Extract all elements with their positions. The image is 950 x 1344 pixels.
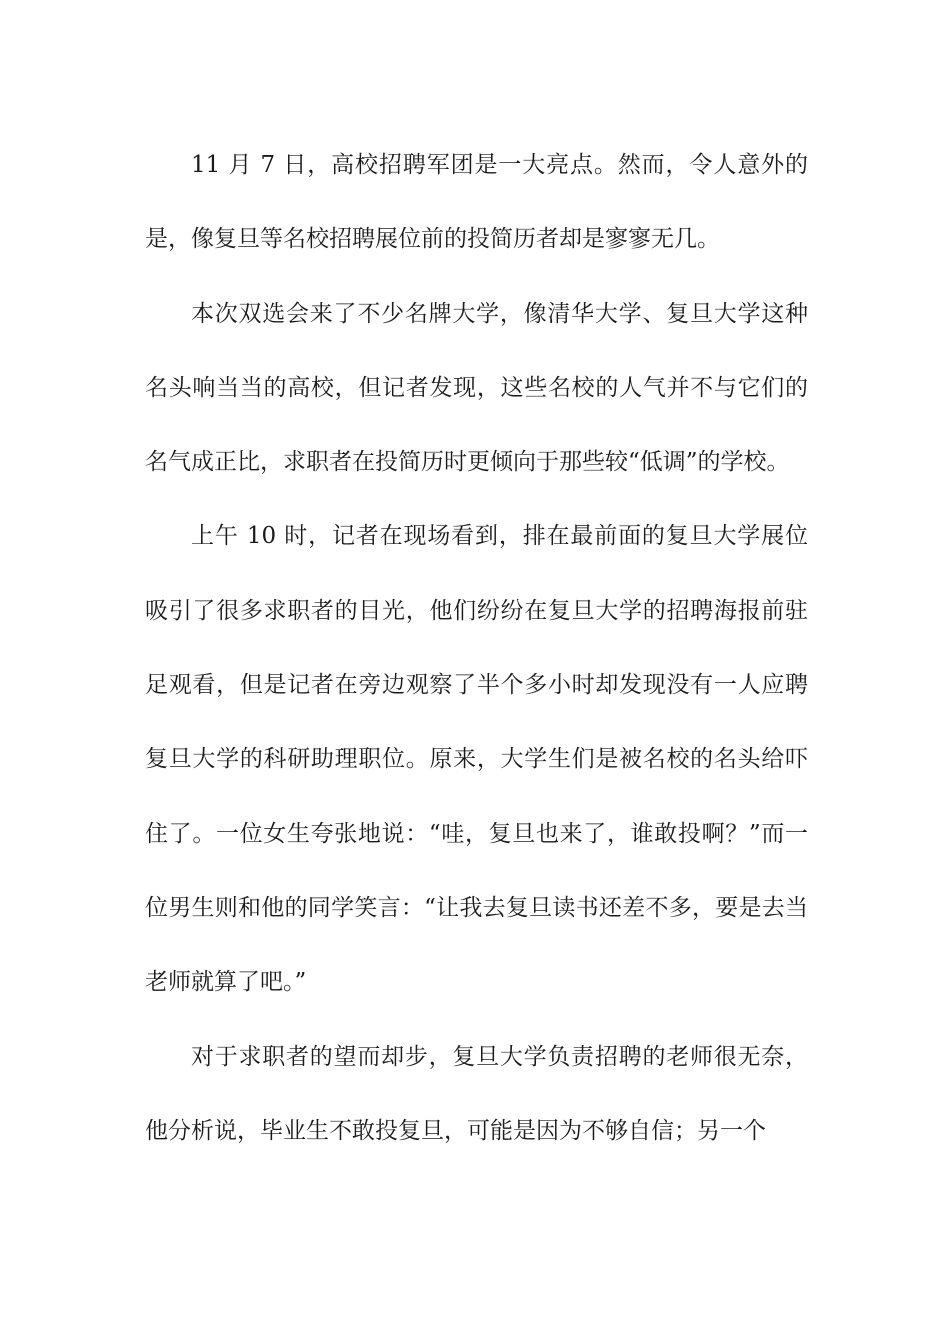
paragraph-4: 对于求职者的望而却步，复旦大学负责招聘的老师很无奈，他分析说，毕业生不敢投复旦，可能是因为不够自信；另一个 [145, 1043, 808, 1144]
paragraph-3: 上午 10 时，记者在现场看到，排在最前面的复旦大学展位吸引了很多求职者的目光，他们纷纷在复旦大学的招聘海报前驻足观看，但是记者在旁边观察了半个多小时却发现没有一人应聘复旦大学的科研助理职位。原来，大学生们是被名校的名头给吓住了。一位女生夸张地说：“哇，复旦也来了，谁敢投啊？”而一位男生则和他的同学笑言：“让我去复旦读书还差不多，要是去当老师就算了吧。” [145, 523, 808, 996]
paragraph-1: 11 月 7 日，高校招聘军团是一大亮点。然而，令人意外的是，像复旦等名校招聘展位前的投简历者却是寥寥无几。 [145, 152, 808, 253]
article-body [145, 128, 808, 1168]
paragraph-2: 本次双选会来了不少名牌大学，像清华大学、复旦大学这种名头响当当的高校，但记者发现，这些名校的人气并不与它们的名气成正比，求职者在投简历时更倾向于那些较“低调”的学校。 [145, 300, 808, 476]
